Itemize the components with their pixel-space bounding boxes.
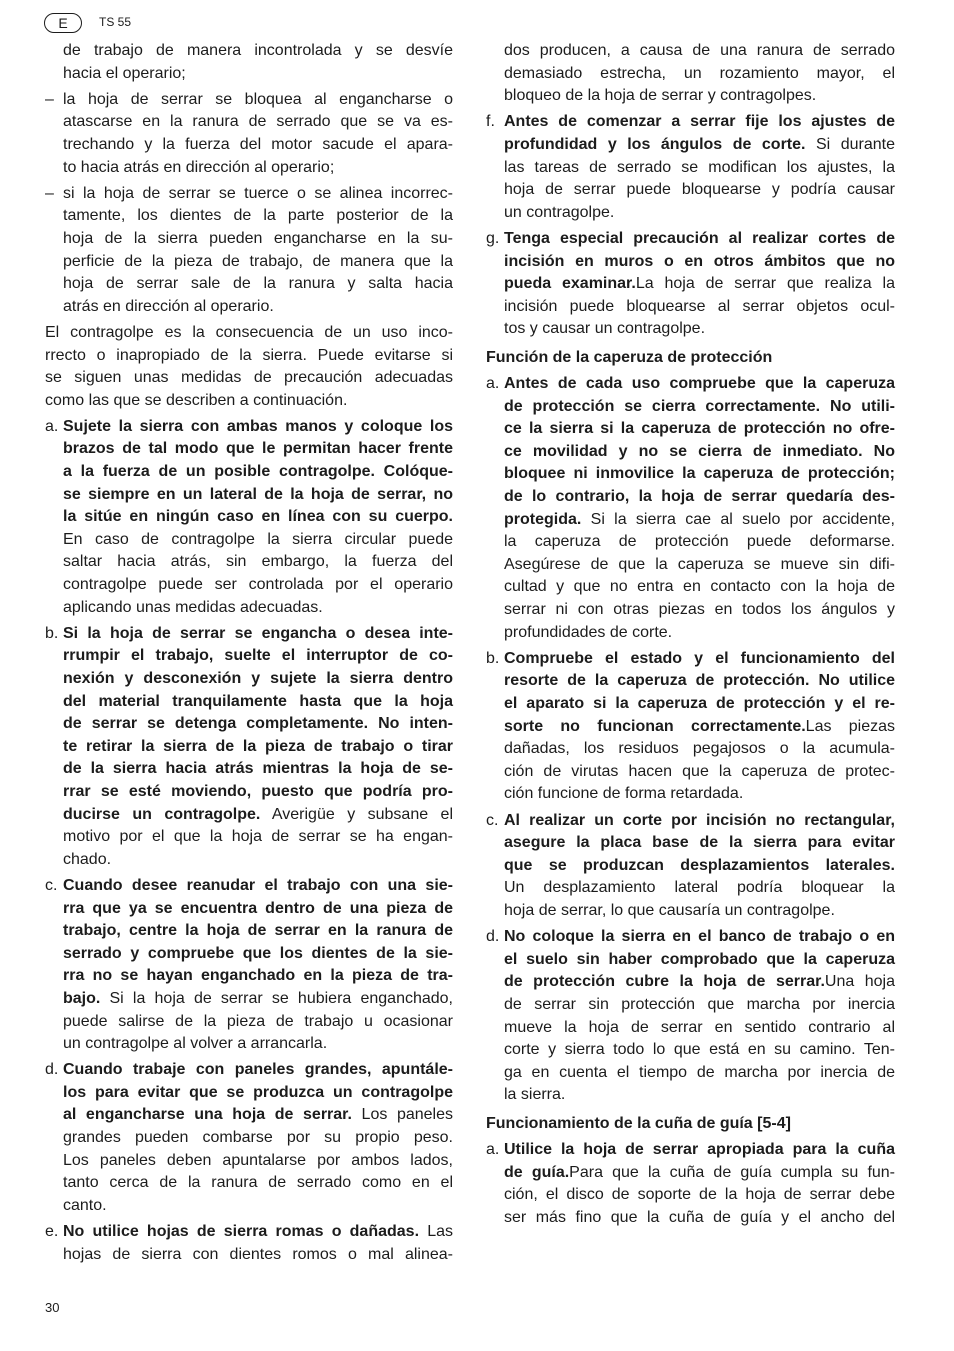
bold-text: Tenga especial precaución al realizar cortes de — [504, 229, 895, 247]
bold-text: los para evitar que se produzca un contragolpe — [63, 1083, 453, 1101]
text-line — [63, 416, 453, 439]
text-line — [504, 486, 895, 509]
continuation-paragraph — [45, 40, 453, 85]
body-text: bloqueo de la hoja de serrar y contragolpes. — [504, 87, 817, 105]
bold-text: al engancharse una hoja de serrar. — [63, 1106, 352, 1124]
list-label: b. — [486, 649, 500, 667]
text-line — [63, 551, 453, 574]
text-line — [504, 40, 895, 63]
body-text: Los paneles — [351, 1106, 453, 1124]
bold-text: el aparato si la caperuza de protección y el re- — [504, 695, 895, 712]
text-line — [63, 1150, 453, 1173]
text-line — [504, 971, 895, 994]
bold-text: ce movilidad y no se cierra de inmediato. No — [504, 442, 895, 460]
bold-text: de la sierra hacia atrás mientras la hoja de se- — [63, 760, 453, 778]
bold-text: asegure la placa base de la sierra para evitar — [504, 834, 895, 852]
text-line — [504, 926, 895, 949]
list-label: a. — [486, 375, 500, 393]
text-line — [45, 345, 453, 368]
text-line — [63, 40, 453, 63]
bold-text: a la fuerza de un posible contragolpe. Colóque- — [63, 463, 453, 481]
text-line — [504, 576, 895, 599]
text-line — [504, 810, 895, 833]
bold-text: Utilice la hoja de serrar apropiada para la cuña — [504, 1141, 895, 1159]
bold-text: profundidad y los ángulos de corte. — [504, 135, 806, 153]
text-line — [504, 1084, 895, 1107]
text-line — [63, 461, 453, 484]
text-line — [63, 228, 453, 251]
text-line — [45, 367, 453, 390]
body-text: tanto cerca de la ranura de serrado como en el — [63, 1174, 453, 1192]
body-text: to hacia atrás en dirección al operario; — [63, 158, 335, 176]
list-label: a. — [45, 417, 59, 435]
list-item — [486, 926, 895, 1107]
body-text: atascarse en la ranura de serrado que se va es- — [63, 113, 453, 131]
text-line — [486, 1113, 895, 1136]
text-line — [63, 898, 453, 921]
text-line — [63, 1172, 453, 1195]
bold-text: el suelo sin haber comprobado que la caperuza — [504, 950, 895, 968]
text-line — [63, 111, 453, 134]
body-text: Si durante — [805, 135, 895, 153]
text-line — [63, 273, 453, 296]
body-text: la hoja de serrar se bloquea al engancharse o — [63, 90, 453, 108]
text-line — [45, 322, 453, 345]
bold-text: de protección cubre la hoja de serrar. — [504, 973, 825, 991]
body-text: las tareas de serrado se modifican los ajustes, la — [504, 158, 895, 176]
bold-text: ducirse un contragolpe. — [63, 805, 261, 823]
text-line — [504, 738, 895, 761]
text-line — [63, 804, 453, 827]
text-line — [504, 509, 895, 532]
text-line — [504, 1162, 895, 1185]
list-item — [486, 1139, 895, 1229]
body-text: En caso de contragolpe la sierra circular puede — [63, 530, 453, 548]
body-text: hoja de serrar sale de la ranura y salta hacia — [63, 275, 453, 293]
body-text: motivo por el que la hoja de serrar se ha engan- — [63, 828, 453, 846]
bold-text: trabajo, centre la hoja de serrar en la ranura de — [63, 922, 453, 940]
body-text: se siguen unas medidas de precaución adecuadas — [45, 369, 453, 387]
text-line — [63, 597, 453, 620]
body-text: Los paneles deben apuntalarse por ambos lados, — [63, 1151, 453, 1169]
text-line — [63, 529, 453, 552]
text-line — [504, 179, 895, 202]
text-line — [504, 761, 895, 784]
text-line — [63, 943, 453, 966]
text-line — [63, 134, 453, 157]
text-line — [504, 994, 895, 1017]
body-text: un contragolpe al volver a arrancarla. — [63, 1035, 328, 1053]
body-text: Averigüe y subsane el — [260, 805, 454, 823]
text-line — [504, 1184, 895, 1207]
bold-text: Si la hoja de serrar se engancha o desea inte- — [63, 624, 453, 642]
text-line — [63, 506, 453, 529]
language-badge: E — [44, 13, 82, 33]
list-label: c. — [486, 811, 499, 829]
text-line — [504, 63, 895, 86]
text-line — [504, 157, 895, 180]
right-column — [486, 40, 895, 1229]
body-text: ción, el disco de soporte de la hoja de serrar debe — [504, 1186, 895, 1204]
body-text: canto. — [63, 1196, 107, 1214]
list-label: d. — [486, 928, 500, 946]
body-text: saltar hacia atrás, sin embargo, la fuerza del — [63, 553, 453, 571]
body-text: Una hoja — [824, 973, 896, 991]
body-text: Las piezas — [805, 717, 895, 735]
list-item — [486, 810, 895, 923]
body-text: perficie de la pieza de trabajo, de manera que la — [63, 252, 453, 270]
body-text: la sierra. — [504, 1086, 566, 1104]
text-line — [504, 228, 895, 251]
bold-text: la sitúe en ningún caso en línea con su cuerpo. — [63, 508, 453, 526]
bold-text: Cuando trabaje con paneles grandes, apuntále- — [63, 1061, 453, 1079]
bold-text: rra que ya se encuentra dentro de una pieza de — [63, 899, 453, 917]
body-text: hacia el operario; — [63, 64, 186, 82]
list-item — [45, 1221, 453, 1266]
body-text: Asegúrese de que la caperuza se mueve sin difi- — [504, 555, 895, 573]
text-line — [63, 574, 453, 597]
body-text: contragolpe puede ser controlada por el operario — [63, 576, 453, 594]
list-label: e. — [45, 1223, 59, 1241]
text-line — [63, 1011, 453, 1034]
bold-text: te retirar la sierra de la pieza de trabajo o tirar — [63, 737, 453, 755]
text-line — [63, 296, 453, 319]
text-line — [504, 318, 895, 341]
section-heading — [486, 1113, 895, 1136]
text-line — [63, 484, 453, 507]
text-line — [63, 645, 453, 668]
body-text: tos y causar un contragolpe. — [504, 320, 706, 338]
body-text: dos producen, a causa de una ranura de serrado — [504, 42, 895, 59]
list-item — [486, 373, 895, 644]
body-text: ser más fino que la cuña de guía y el ancho del — [504, 1208, 895, 1226]
text-line — [504, 832, 895, 855]
text-line — [63, 691, 453, 714]
text-line — [63, 826, 453, 849]
body-text: tamente, los dientes de la parte posterior de la — [63, 207, 453, 225]
list-label: a. — [486, 1141, 500, 1159]
text-line — [63, 781, 453, 804]
list-label: c. — [45, 876, 58, 894]
text-line — [504, 441, 895, 464]
text-line — [504, 273, 895, 296]
text-line — [63, 668, 453, 691]
text-line — [504, 531, 895, 554]
list-item — [45, 183, 453, 319]
text-line — [504, 648, 895, 671]
text-line — [63, 875, 453, 898]
list-item — [45, 416, 453, 619]
text-line — [504, 1039, 895, 1062]
body-text: grandes pueden combarse por su propio peso. — [63, 1129, 453, 1147]
list-label: d. — [45, 1061, 59, 1079]
text-line — [504, 251, 895, 274]
bold-text: pueda examinar. — [504, 275, 636, 293]
text-line — [504, 202, 895, 225]
text-line — [63, 736, 453, 759]
body-text: hojas de sierra con dientes romos o mal alinea- — [63, 1245, 453, 1263]
text-line — [504, 1062, 895, 1085]
text-line — [504, 296, 895, 319]
body-text: hoja de serrar, lo que causaría un contragolpe. — [504, 901, 835, 919]
text-line — [504, 111, 895, 134]
text-line — [63, 623, 453, 646]
text-line — [504, 949, 895, 972]
body-text: cultad y que no entra en contacto con la hoja de — [504, 578, 895, 596]
bold-text: de protección se cierra correctamente. No utili- — [504, 397, 895, 415]
text-line — [63, 1221, 453, 1244]
text-line — [63, 965, 453, 988]
bold-text: Antes de cada uso compruebe que la caperuza — [504, 375, 895, 393]
text-line — [63, 1244, 453, 1267]
list-label: f. — [486, 113, 495, 131]
text-line — [63, 758, 453, 781]
bold-text: sorte no funcionan correctamente. — [504, 717, 806, 735]
list-item — [45, 623, 453, 872]
body-text: rrecto o inapropiado de la sierra. Puede evitarse si — [45, 346, 453, 364]
section-heading — [486, 347, 895, 370]
body-text: incisión puede bloquearse al serrar objetos ocul- — [504, 297, 895, 315]
left-column — [45, 40, 453, 1266]
text-line — [63, 157, 453, 180]
text-line — [504, 877, 895, 900]
body-text: Un desplazamiento lateral podría bloquear la — [504, 879, 895, 897]
text-line — [504, 396, 895, 419]
bold-text: protegida. — [504, 510, 582, 528]
body-text: como las que se describen a continuación. — [45, 391, 348, 409]
body-text: Para que la cuña de guía cumpla su fun- — [569, 1163, 896, 1181]
bold-text: de lo contrario, la hoja de serrar quedaría des- — [504, 488, 895, 506]
bold-text: brazos de tal modo que le permitan hacer frente — [63, 440, 453, 458]
text-line — [504, 1207, 895, 1230]
text-line — [504, 554, 895, 577]
text-line — [63, 205, 453, 228]
body-text: de serrar sin protección que marcha por inercia — [504, 995, 895, 1013]
body-text: dañadas, los residuos pegajosos o la acumula- — [504, 740, 895, 758]
text-line — [504, 599, 895, 622]
body-text: hoja de la sierra pueden engancharse en la su- — [63, 229, 453, 247]
bold-text: incisión en muros o en otros ámbitos que no — [504, 252, 895, 270]
body-text: La hoja de serrar que realiza la — [635, 275, 896, 293]
text-line — [63, 251, 453, 274]
body-text: Las — [419, 1223, 454, 1241]
list-item — [45, 875, 453, 1056]
body-text: chado. — [63, 850, 112, 868]
continuation-paragraph — [486, 40, 895, 108]
bold-text: Funcionamiento de la cuña de guía [5-4] — [486, 1114, 791, 1132]
body-text: Si la sierra cae al suelo por accidente, — [581, 510, 895, 528]
text-line — [63, 1059, 453, 1082]
body-text: un contragolpe. — [504, 203, 615, 221]
list-label: – — [45, 90, 54, 108]
bold-text: bloquee ni inmovilice la caperuza de protección; — [504, 465, 895, 483]
text-line — [63, 1104, 453, 1127]
text-line — [504, 855, 895, 878]
page-number: 30 — [45, 1300, 60, 1315]
text-line — [504, 134, 895, 157]
model-name: TS 55 — [99, 15, 132, 29]
text-line — [45, 390, 453, 413]
text-line — [63, 920, 453, 943]
body-text: ción de virutas hacen que la caperuza de protec- — [504, 762, 895, 780]
bold-text: nexión y desconexión y sujete la sierra dentro — [63, 670, 453, 687]
body-text: de trabajo de manera incontrolada y se desvíe — [63, 42, 453, 59]
bold-text: rra no se hayan enganchado en la pieza de tra- — [63, 967, 453, 985]
text-line — [504, 1139, 895, 1162]
body-text: atrás en dirección al operario. — [63, 297, 274, 315]
bold-text: Compruebe el estado y el funcionamiento del — [504, 649, 895, 667]
bold-text: del material tranquilamente hasta que la hoja — [63, 692, 453, 710]
list-label: – — [45, 184, 54, 202]
text-line — [504, 670, 895, 693]
body-text: ción funcione de forma retardada. — [504, 785, 744, 803]
text-line — [63, 183, 453, 206]
text-line — [504, 900, 895, 923]
text-line — [504, 85, 895, 108]
bold-text: resorte de la caperuza de protección. No utilice — [504, 672, 895, 690]
bold-text: se siempre en un lateral de la hoja de serrar, no — [63, 485, 453, 503]
text-line — [504, 1017, 895, 1040]
list-item — [45, 89, 453, 179]
body-text: mueve la hoja de serrar en sentido contrario al — [504, 1018, 895, 1036]
text-line — [504, 463, 895, 486]
text-line — [63, 1127, 453, 1150]
text-line — [486, 347, 895, 370]
body-text: si la hoja de serrar se tuerce o se alinea incorrec- — [63, 184, 453, 202]
body-text: profundidades de corte. — [504, 623, 673, 641]
body-text: Si la hoja de serrar se hubiera enganchado, — [100, 989, 453, 1007]
bold-text: Función de la caperuza de protección — [486, 348, 773, 366]
text-line — [63, 1082, 453, 1105]
bold-text: rrumpir el trabajo, suelte el interruptor de co- — [63, 647, 453, 665]
list-item — [486, 228, 895, 341]
bold-text: Antes de comenzar a serrar fije los ajustes de — [504, 113, 895, 131]
text-line — [504, 373, 895, 396]
text-line — [63, 1033, 453, 1056]
bold-text: bajo. — [63, 989, 101, 1007]
bold-text: No utilice hojas de sierra romas o dañadas. — [63, 1223, 420, 1241]
body-text: puede salirse de la pieza de trabajo u ocasionar — [63, 1012, 453, 1030]
body-text: hoja de serrar puede bloquearse y podría causar — [504, 181, 895, 199]
text-line — [63, 438, 453, 461]
body-text: la caperuza de protección puede deformarse. — [504, 533, 895, 551]
body-text: El contragolpe es la consecuencia de un uso inco- — [45, 323, 453, 341]
body-text: serrar ni con otras piezas en todos los ángulos y — [504, 601, 895, 619]
bold-text: Al realizar un corte por incisión no rectangular, — [504, 811, 895, 829]
text-line — [504, 622, 895, 645]
bold-text: ce la sierra si la caperuza de protección no ofre- — [504, 420, 895, 438]
bold-text: serrado y compruebe que los dientes de la sie- — [63, 944, 453, 962]
text-line — [63, 988, 453, 1011]
bold-text: que se produzcan desplazamientos laterales. — [504, 856, 895, 874]
bold-text: de serrar se detenga completamente. No inten- — [63, 715, 453, 733]
text-line — [504, 693, 895, 716]
paragraph — [45, 322, 453, 412]
body-text: corte y sierra todo lo que está en su camino. Ten- — [504, 1041, 895, 1059]
text-line — [504, 783, 895, 806]
text-line — [63, 849, 453, 872]
text-line — [63, 713, 453, 736]
body-text: demasiado estrecha, un rozamiento mayor, el — [504, 64, 895, 82]
bold-text: Sujete la sierra con ambas manos y coloque los — [63, 417, 453, 435]
text-line — [63, 63, 453, 86]
bold-text: rrar se esté moviendo, puesto que podría pro- — [63, 782, 453, 800]
bold-text: Cuando desee reanudar el trabajo con una sie- — [63, 876, 453, 894]
body-text: trechando y la fuerza del motor sacude el apara- — [63, 135, 453, 153]
bold-text: de guía. — [504, 1163, 570, 1181]
text-line — [504, 716, 895, 739]
list-item — [486, 111, 895, 224]
list-label: b. — [45, 624, 59, 642]
list-label: g. — [486, 229, 500, 247]
list-item — [486, 648, 895, 806]
list-item — [45, 1059, 453, 1217]
text-line — [63, 1195, 453, 1218]
bold-text: No coloque la sierra en el banco de trabajo o en — [504, 928, 895, 946]
body-text: aplicando unas medidas adecuadas. — [63, 598, 323, 616]
body-text: ga en cuenta el tiempo de marcha por inercia de — [504, 1063, 895, 1081]
text-line — [63, 89, 453, 112]
text-line — [504, 418, 895, 441]
